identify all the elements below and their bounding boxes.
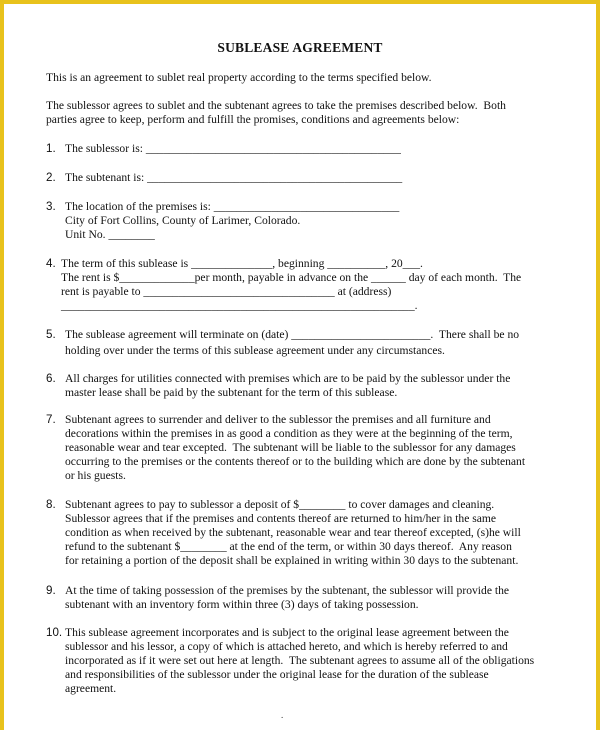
document-title: SUBLEASE AGREEMENT: [217, 40, 383, 55]
page-mark: .: [281, 710, 284, 720]
clause-number: 1.: [46, 142, 56, 155]
clause-line: City of Fort Collins, County of Larimer, Colorado.: [65, 214, 301, 227]
clause-line: The sublessor is: ____________________________________________: [65, 142, 401, 155]
clause-line: The rent is $_____________per month, payable in advance on the ______ day of each month. The: [61, 271, 522, 284]
clause-number: 4.: [46, 257, 56, 270]
clause-line: Subtenant agrees to pay to sublessor a deposit of $________ to cover damages and cleaning.: [65, 498, 495, 511]
clause-line: All charges for utilities connected with premises which are to be paid by the sublessor under the: [65, 372, 511, 385]
clause-line: subtenant with an inventory form within three (3) days of taking possession.: [65, 598, 419, 611]
clause-line: The sublease agreement will terminate on (date) ________________________. There shall be no: [65, 328, 520, 341]
intro-line: The sublessor agrees to sublet and the subtenant agrees to take the premises described below. Both: [46, 99, 506, 112]
clause-line: holding over under the terms of this sublease agreement under any circumstances.: [65, 344, 445, 357]
clause-number: 3.: [46, 200, 56, 213]
clause-line: condition as when received by the subtenant, reasonable wear and tear thereof excepted, (s)he will: [65, 526, 521, 539]
clause-number: 9.: [46, 584, 56, 597]
clause-line: Unit No. ________: [65, 228, 155, 241]
clause-line: for retaining a portion of the deposit shall be explained in writing within 30 days to the subtenant.: [65, 554, 519, 567]
clause-line: rent is payable to _________________________________ at (address): [61, 285, 392, 298]
document-page: [4, 4, 596, 730]
clause-line: At the time of taking possession of the premises by the subtenant, the sublessor will provide the: [65, 584, 510, 597]
clause-line: master lease shall be paid by the subtenant for the term of this sublease.: [65, 386, 398, 399]
clause-number: 5.: [46, 328, 56, 341]
clause-line: incorporated as if it were set out here at length. The subtenant agrees to assume all of the obligations: [65, 654, 535, 667]
clause-number: 2.: [46, 171, 56, 184]
clause-line: decorations within the premises in as good a condition as they were at the beginning of the term,: [65, 427, 513, 440]
clause-line: reasonable wear and tear excepted. The subtenant will be liable to the sublessor for any damages: [65, 441, 516, 454]
intro-line: parties agree to keep, perform and fulfill the promises, conditions and agreements below:: [46, 113, 460, 126]
clause-line: or his guests.: [65, 469, 126, 482]
clause-line: The subtenant is: ____________________________________________: [65, 171, 403, 184]
clause-line: occurring to the premises or the contents thereof or to the building which are done by the subtenant: [65, 455, 526, 468]
clause-line: sublessor and his lessor, a copy of which is attached hereto, and which is hereby referred to and: [65, 640, 508, 653]
clause-number: 7.: [46, 413, 56, 426]
clause-line: The location of the premises is: ________________________________: [65, 200, 400, 213]
clause-line: Subtenant agrees to surrender and deliver to the sublessor the premises and all furniture and: [65, 413, 491, 426]
intro-line: This is an agreement to sublet real property according to the terms specified below.: [46, 71, 432, 84]
clause-line: refund to the subtenant $________ at the end of the term, or within 30 days thereof. Any reason: [65, 540, 512, 553]
clause-number: 10.: [46, 626, 63, 639]
clause-line: The term of this sublease is ______________, beginning __________, 20___.: [61, 257, 423, 270]
clause-line: Sublessor agrees that if the premises and contents thereof are returned to him/her in the same: [65, 512, 497, 525]
clause-line: This sublease agreement incorporates and is subject to the original lease agreement between the: [65, 626, 509, 639]
clause-line: and responsibilities of the sublessor under the original lease for the duration of the sublease: [65, 668, 489, 681]
clause-line: _____________________________________________________________.: [61, 299, 418, 312]
clause-number: 8.: [46, 498, 56, 511]
clause-line: agreement.: [65, 682, 117, 695]
clause-number: 6.: [46, 372, 56, 385]
